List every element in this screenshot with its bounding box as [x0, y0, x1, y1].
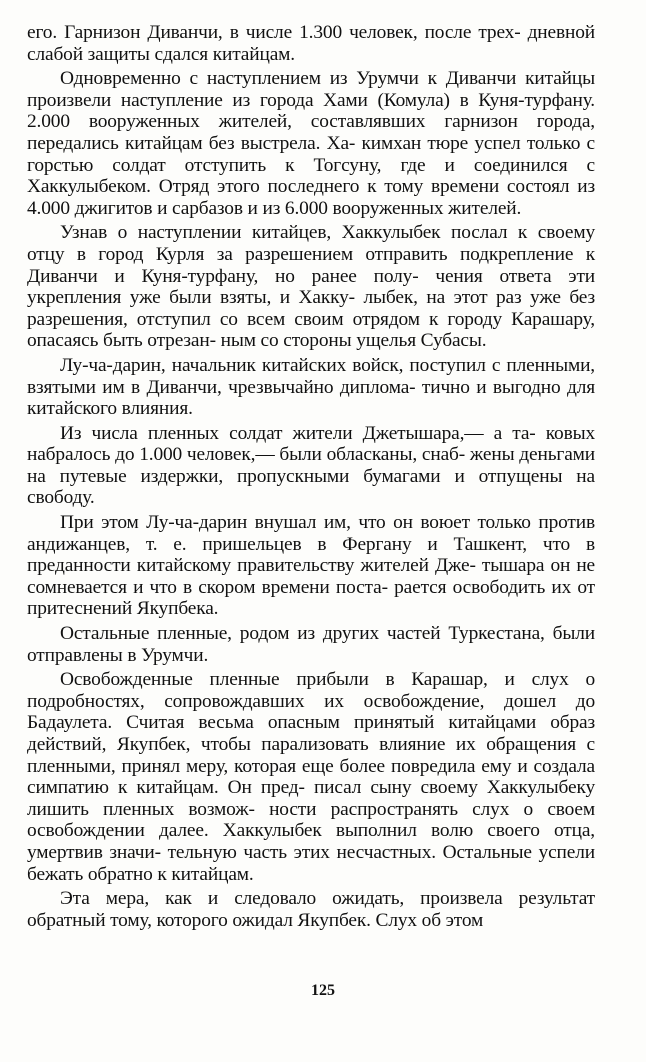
text-line: гарнизон города, передались китайцам без выстрела. Ха- [27, 111, 595, 154]
text-line: обратный тому, которого ожидал Якупбек. Слух об этом [27, 909, 484, 931]
text-line: Остальные пленные, родом из других частей Туркестана, [60, 623, 545, 645]
text-line: подкрепление к Диванчи и Куня-турфану, но ранее полу- [27, 243, 595, 287]
body-text [27, 22, 595, 931]
text-line: Бадаулета. Считая весьма опасным принятый китайцами [27, 712, 537, 734]
paragraph [27, 888, 595, 931]
text-line: против андижанцев, т. е. пришельцев в Фергану и Ташкент, [27, 512, 595, 555]
text-line: Узнав о наступлении китайцев, Хаккулыбек послал к [60, 222, 528, 244]
text-line: Хаккулыбек выполнил волю своего отца, умертвив значи- [27, 820, 595, 863]
text-line: тично и выгодно для китайского влияния. [27, 376, 595, 420]
text-line: что в преданности китайскому правительству жителей Дже- [27, 533, 596, 577]
text-line: писал сыну своему Хаккулыбеку лишить пленных возмож- [27, 777, 595, 820]
text-line: кимхан тюре успел только с горстью солдат отступить к [27, 132, 595, 176]
paragraph [27, 22, 595, 65]
paragraph [27, 355, 595, 420]
text-line: Лу-ча-дарин, начальник китайских войск, поступил с [60, 354, 501, 376]
text-line: ности распространять слух о своем освобождении далее. [27, 798, 596, 842]
text-line: Освобожденные пленные прибыли в Карашар, и слух о [60, 669, 595, 691]
text-line: последнего к тому времени состоял из 4.000 джигитов и [27, 176, 595, 219]
text-line: своему отцу в город Курля за разрешением отправить [27, 222, 596, 265]
text-line: бумагами и отпущены на свободу. [27, 465, 595, 509]
text-line: тышара он не сомневается и что в скором времени поста- [27, 555, 596, 598]
text-line: сарбазов и из 6.000 вооруженных жителей. [172, 197, 522, 219]
text-line: обратно к китайцам. [87, 863, 254, 885]
text-line: При этом Лу-ча-дарин внушал им, что он воюет только [60, 512, 531, 534]
text-line: подробностях, сопровождавших их освобождение, дошел до [27, 690, 595, 712]
text-line: чения ответа эти укрепления уже были взяты, и Хакку- [27, 265, 595, 309]
text-line: в Куня-турфану. 2.000 вооруженных жителей, составлявших [27, 89, 596, 133]
paragraph [27, 512, 595, 620]
text-line: китайцы произвели наступление из города Хами (Комула) [27, 68, 595, 111]
paragraph [27, 68, 595, 219]
text-line: повредила ему и создала симпатию к китайцам. Он пред- [27, 755, 595, 799]
paragraph [27, 222, 595, 352]
text-line: лыбек, на этот раз уже без разрешения, отступил со всем [27, 287, 595, 330]
text-line: обращения с пленными, принял меру, которая еще более [27, 734, 595, 777]
text-line: ным со стороны ущелья Субасы. [220, 330, 487, 352]
paragraph [27, 623, 595, 666]
text-line: своим отрядом к городу Карашару, опасаясь быть отрезан- [27, 308, 595, 352]
text-line: его. Гарнизон Диванчи, в числе 1.300 человек, после трех- [27, 22, 521, 43]
text-line: Из числа пленных солдат жители Джетышара,— а та- [60, 422, 536, 444]
text-line: Тогсуну, где и соединился с Хаккулыбеком. Отряд этого [27, 154, 596, 198]
paragraph [27, 423, 595, 509]
text-line: пленными, взятыми им в Диванчи, чрезвычайно диплома- [27, 354, 595, 398]
text-line: тельную часть этих несчастных. Остальные успели бежать [27, 841, 595, 885]
text-line: Эта мера, как и следовало ожидать, произвела результат [60, 888, 595, 910]
text-line: жены деньгами на путевые издержки, пропускными [27, 444, 595, 487]
text-line: дневной слабой защиты сдался китайцам. [27, 22, 595, 65]
text-line: рается освободить их от притеснений Якупбека. [27, 576, 595, 620]
paragraph [27, 669, 595, 885]
text-line: ковых набралось до 1.000 человек,— были обласканы, снаб- [27, 422, 595, 466]
text-line: Одновременно с наступлением из Урумчи к Диванчи [60, 68, 517, 90]
text-line: образ действий, Якупбек, чтобы парализовать влияние их [27, 712, 595, 755]
text-line: были отправлены в Урумчи. [27, 623, 595, 666]
page-number: 125 [311, 982, 335, 999]
